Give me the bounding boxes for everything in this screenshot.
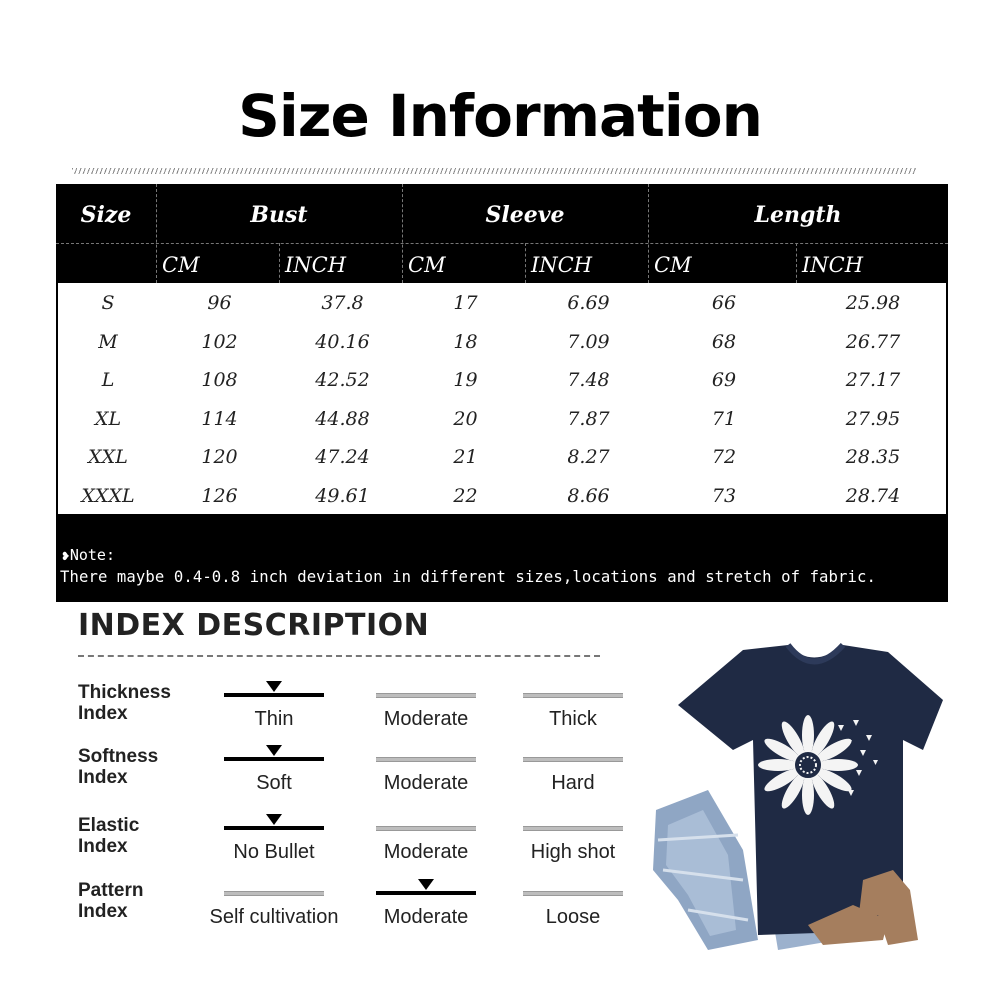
unit-header: CM — [654, 253, 692, 277]
table-row — [58, 360, 946, 400]
index-option: Moderate — [383, 772, 469, 794]
value-cell: 37.8 — [321, 292, 364, 314]
index-option: Loose — [545, 906, 601, 928]
page-title: Size Information — [238, 82, 762, 150]
index-divider — [78, 655, 600, 657]
row-divider — [56, 243, 948, 244]
value-cell: 120 — [201, 446, 238, 468]
value-cell: 28.74 — [845, 484, 901, 507]
value-cell: 27.17 — [845, 369, 901, 391]
size-cell: M — [98, 330, 118, 353]
scale-bar-selected — [224, 757, 324, 761]
scale-bar — [523, 891, 623, 896]
scale-bar — [376, 693, 476, 698]
note-heading-text: Note: — [69, 546, 115, 564]
unit-header: CM — [408, 253, 446, 277]
value-cell: 71 — [711, 407, 737, 430]
note-text: There maybe 0.4-0.8 inch deviation in different sizes,locations and stretch of fabric. — [60, 568, 876, 586]
scale-bar — [376, 757, 476, 762]
product-image — [648, 640, 948, 960]
value-cell: 66 — [711, 292, 737, 314]
value-cell: 72 — [711, 446, 737, 468]
table-header-units — [56, 243, 948, 283]
index-option: Thin — [254, 708, 294, 730]
table-body — [58, 283, 946, 514]
value-cell: 17 — [453, 292, 478, 314]
scale-bar — [523, 693, 623, 698]
header-bust: Bust — [250, 202, 308, 228]
value-cell: 49.61 — [315, 484, 370, 507]
unit-header: INCH — [531, 253, 593, 277]
value-cell: 126 — [201, 484, 238, 507]
index-label-line: Softness — [78, 746, 159, 767]
size-cell: S — [101, 292, 115, 314]
value-cell: 114 — [201, 407, 238, 430]
column-divider — [796, 243, 797, 283]
index-title: INDEX DESCRIPTION — [78, 608, 430, 643]
value-cell: 19 — [453, 369, 478, 391]
index-option: Moderate — [383, 708, 469, 730]
table-header-groups — [56, 184, 948, 243]
value-cell: 47.24 — [315, 446, 370, 468]
value-cell: 44.88 — [315, 407, 370, 430]
selected-marker-icon — [266, 745, 282, 756]
scale-bar — [376, 826, 476, 831]
value-cell: 21 — [453, 446, 478, 468]
value-cell: 7.48 — [567, 369, 610, 391]
index-option: Self cultivation — [209, 906, 339, 928]
index-label-line: Thickness — [78, 682, 171, 703]
index-label-line: Index — [78, 767, 128, 788]
heart-bullet-icon: ❥ — [62, 549, 70, 564]
note-box — [56, 530, 948, 602]
value-cell: 6.69 — [567, 292, 610, 314]
index-option: No Bullet — [233, 841, 315, 863]
scale-bar — [523, 826, 623, 831]
index-option: Moderate — [383, 841, 469, 863]
table-row — [58, 437, 946, 477]
value-cell: 8.66 — [567, 484, 610, 507]
value-cell: 20 — [453, 407, 478, 430]
value-cell: 68 — [711, 330, 737, 353]
size-cell: XXL — [88, 446, 128, 468]
column-divider — [402, 184, 403, 283]
value-cell: 96 — [207, 292, 232, 314]
scale-bar-selected — [224, 826, 324, 830]
column-divider — [648, 184, 649, 283]
scale-bar-selected — [224, 693, 324, 697]
unit-header: CM — [162, 253, 200, 277]
value-cell: 8.27 — [567, 446, 610, 468]
value-cell: 27.95 — [845, 407, 901, 430]
index-option: Soft — [256, 772, 292, 794]
table-row — [58, 399, 946, 439]
value-cell: 28.35 — [845, 446, 901, 468]
index-label-line: Index — [78, 901, 128, 922]
value-cell: 108 — [201, 369, 238, 391]
table-row — [58, 283, 946, 323]
index-label-line: Index — [78, 703, 128, 724]
header-length: Length — [754, 202, 842, 228]
value-cell: 73 — [711, 484, 737, 507]
index-label — [78, 682, 171, 724]
size-cell: XL — [94, 407, 122, 430]
index-label-line: Elastic — [78, 815, 140, 836]
table-row — [58, 476, 946, 516]
value-cell: 7.87 — [567, 407, 610, 430]
header-sleeve: Sleeve — [485, 202, 565, 228]
selected-marker-icon — [266, 681, 282, 692]
scale-bar — [523, 757, 623, 762]
value-cell: 102 — [201, 330, 238, 353]
decorative-divider — [72, 168, 917, 174]
index-label — [78, 880, 143, 922]
column-divider — [156, 184, 157, 283]
value-cell: 25.98 — [845, 292, 901, 314]
value-cell: 18 — [453, 330, 478, 353]
unit-header: INCH — [285, 253, 347, 277]
value-cell: 26.77 — [845, 330, 901, 353]
scale-bar-selected — [376, 891, 476, 895]
index-option: Moderate — [383, 906, 469, 928]
selected-marker-icon — [266, 814, 282, 825]
value-cell: 7.09 — [567, 330, 610, 353]
index-label — [78, 815, 139, 857]
note-heading — [62, 546, 115, 564]
value-cell: 42.52 — [315, 369, 370, 391]
table-row — [58, 322, 946, 362]
size-cell: XXXL — [81, 484, 135, 507]
value-cell: 40.16 — [315, 330, 370, 353]
value-cell: 22 — [453, 484, 478, 507]
index-option: High shot — [530, 841, 616, 863]
header-size: Size — [80, 202, 132, 228]
column-divider — [279, 243, 280, 283]
unit-header: INCH — [802, 253, 864, 277]
value-cell: 69 — [711, 369, 737, 391]
index-option: Thick — [549, 708, 597, 730]
index-label-line: Index — [78, 836, 128, 857]
scale-bar — [224, 891, 324, 896]
index-option: Hard — [551, 772, 595, 794]
index-label — [78, 746, 158, 788]
index-label-line: Pattern — [78, 880, 144, 901]
column-divider — [525, 243, 526, 283]
selected-marker-icon — [418, 879, 434, 890]
size-cell: L — [101, 369, 115, 391]
